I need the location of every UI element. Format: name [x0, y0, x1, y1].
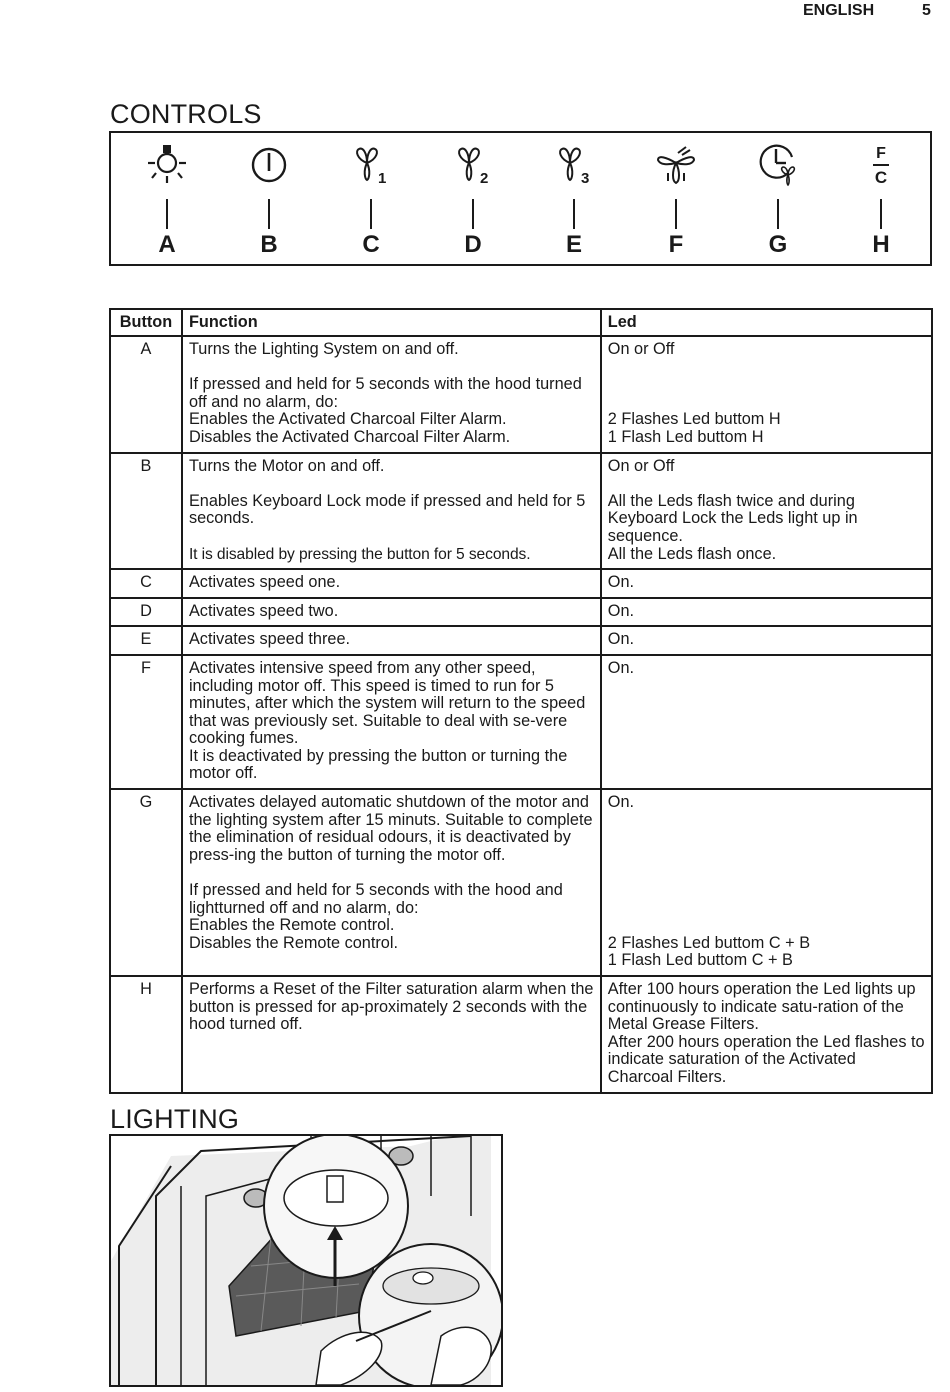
table-row	[110, 569, 932, 598]
functions-table	[109, 308, 933, 1094]
control-tick	[777, 199, 779, 229]
row-function: Activates speed two.	[182, 598, 601, 627]
row-led: After 100 hours operation the Led lights up continuously to indicate satu-ration of the Metal Grease Filters. After 200 hours operation the Led flashes to indicate saturation of the Activated Charcoal Filters.	[601, 976, 932, 1093]
control-d	[443, 133, 503, 264]
control-tick	[370, 199, 372, 229]
row-function: Activates speed one.	[182, 569, 601, 598]
table-row	[110, 336, 932, 453]
svg-text:3: 3	[581, 170, 590, 187]
row-led: On.	[601, 626, 932, 655]
control-tick	[880, 199, 882, 229]
row-function: Turns the Lighting System on and off. If pressed and held for 5 seconds with the hood turned off and no alarm, do: Enables the Activated Charcoal Filter Alarm. Disables the Activated Charcoal Filter Alarm.	[182, 336, 601, 453]
row-button: E	[110, 626, 182, 655]
fan-speed-1-icon	[351, 143, 391, 187]
svg-text:1: 1	[378, 170, 387, 187]
control-letter: F	[668, 231, 684, 258]
svg-text:C: C	[874, 168, 888, 187]
control-a	[137, 133, 197, 264]
controls-panel	[109, 131, 932, 266]
table-row	[110, 789, 932, 976]
table-row	[110, 976, 932, 1093]
control-e	[544, 133, 604, 264]
filter-reset-icon	[861, 143, 901, 187]
row-button: C	[110, 569, 182, 598]
row-button: G	[110, 789, 182, 976]
header-page-number: 5	[922, 2, 931, 19]
row-function: Activates speed three.	[182, 626, 601, 655]
power-icon	[249, 143, 289, 187]
control-letter: E	[565, 231, 582, 258]
control-letter: G	[768, 231, 788, 258]
fan-speed-2-icon	[453, 143, 493, 187]
control-letter: C	[362, 231, 380, 258]
row-button: D	[110, 598, 182, 627]
row-button: B	[110, 453, 182, 570]
row-button: F	[110, 655, 182, 789]
row-function: Activates delayed automatic shutdown of the motor and the lighting system after 15 minuts. Suitable to complete the elimination of residual odours, it is deactivated by press-ing the button of turning the motor off. If pressed and held for 5 seconds with the hood and lightturned off and no alarm, do: Enables the Remote control. Disables the Remote control.	[182, 789, 601, 976]
row-led: On. 2 Flashes Led buttom C + B 1 Flash Led buttom C + B	[601, 789, 932, 976]
lighting-illustration	[109, 1134, 503, 1387]
row-button: A	[110, 336, 182, 453]
control-f	[646, 133, 706, 264]
lamp-replacement-illustration	[111, 1136, 501, 1385]
fan-speed-3-icon	[554, 143, 594, 187]
table-row	[110, 453, 932, 570]
header-led: Led	[601, 309, 932, 336]
row-function: Turns the Motor on and off. Enables Keyboard Lock mode if pressed and held for 5 seconds. It is disabled by pressing the button for 5 seconds.	[182, 453, 601, 570]
row-function: Performs a Reset of the Filter saturation alarm when the button is pressed for ap-proximately 2 seconds with the hood turned off.	[182, 976, 601, 1093]
control-letter: H	[872, 231, 890, 258]
row-function: Activates intensive speed from any other speed, including motor off. This speed is timed to run for 5 minutes, after which the system will return to the speed that was previously set. Suitable to deal with se-vere cooking fumes. It is deactivated by pressing the button or turning the motor off.	[182, 655, 601, 789]
lighting-title: LIGHTING	[110, 1104, 240, 1134]
header-button: Button	[110, 309, 182, 336]
control-tick	[268, 199, 270, 229]
table-row	[110, 626, 932, 655]
svg-text:F: F	[876, 145, 886, 162]
header-function: Function	[182, 309, 601, 336]
row-led: On.	[601, 569, 932, 598]
table-row	[110, 655, 932, 789]
control-tick	[472, 199, 474, 229]
control-tick	[675, 199, 677, 229]
control-letter: A	[158, 231, 176, 258]
control-tick	[573, 199, 575, 229]
lamp-icon	[147, 143, 187, 187]
control-c	[341, 133, 401, 264]
control-tick	[166, 199, 168, 229]
fan-intensive-icon	[656, 143, 696, 187]
table-header-row	[110, 309, 932, 336]
svg-text:2: 2	[480, 170, 489, 187]
control-b	[239, 133, 299, 264]
control-h	[851, 133, 911, 264]
row-led: On.	[601, 655, 932, 789]
row-led: On.	[601, 598, 932, 627]
controls-title: CONTROLS	[110, 99, 262, 129]
row-led: On or Off All the Leds flash twice and during Keyboard Lock the Leds light up in sequence. All the Leds flash once.	[601, 453, 932, 570]
row-led: On or Off 2 Flashes Led buttom H 1 Flash Led buttom H	[601, 336, 932, 453]
control-letter: D	[464, 231, 482, 258]
header-language: ENGLISH	[803, 2, 875, 19]
timer-fan-icon	[758, 143, 798, 187]
row-button: H	[110, 976, 182, 1093]
table-row	[110, 598, 932, 627]
control-g	[748, 133, 808, 264]
control-letter: B	[260, 231, 278, 258]
